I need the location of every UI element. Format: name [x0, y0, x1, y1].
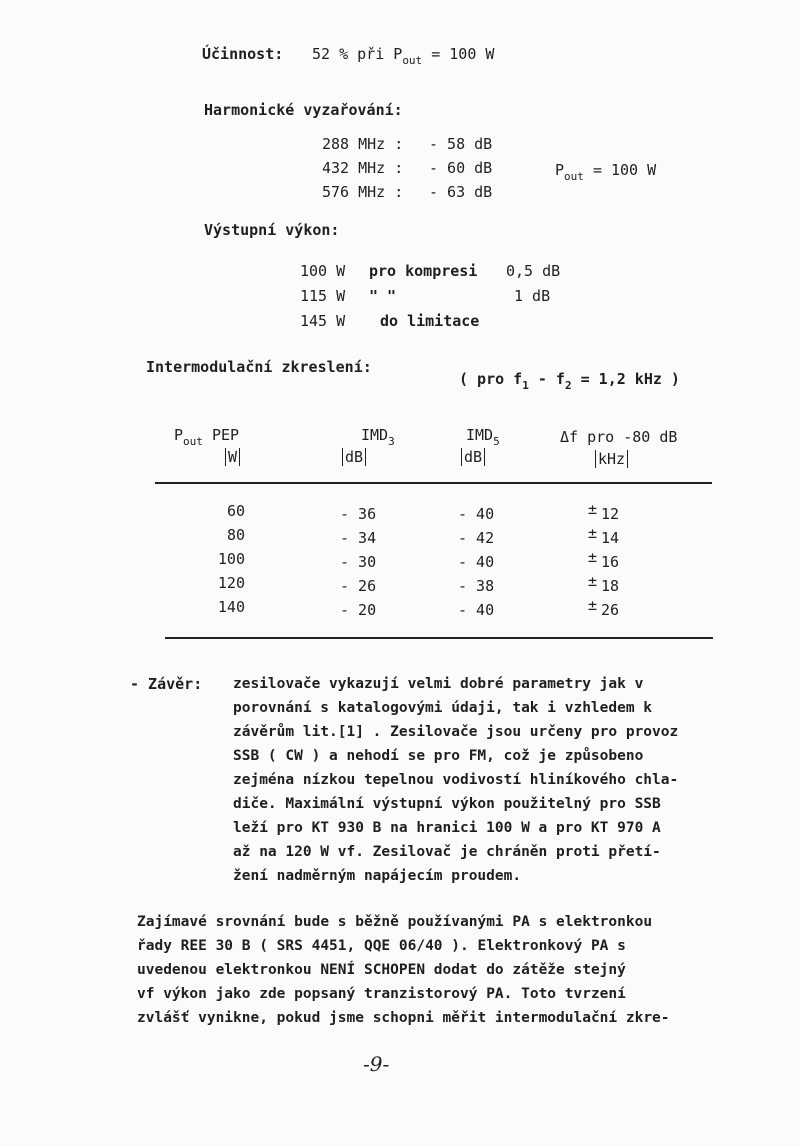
plus-minus-icon: ±	[588, 596, 598, 614]
harmonics-condition	[555, 161, 656, 183]
cell-pout: 140	[217, 598, 245, 616]
output-power-db: 0,5 dB	[506, 262, 561, 280]
output-power-desc: " "	[369, 287, 397, 305]
paragraph-line: vf výkon jako zde popsaný tranzistorový PA. Toto tvrzení	[137, 986, 626, 1002]
imd-condition	[459, 370, 680, 392]
header-pout-sub: out	[183, 435, 203, 448]
paragraph-line: zesilovače vykazují velmi dobré parametry jak v	[233, 676, 644, 692]
plus-minus-icon: ±	[588, 500, 598, 518]
harmonic-freq: 576 MHz :	[322, 183, 404, 201]
output-power-value: 115 W	[300, 287, 346, 305]
paragraph-line: uvedenou elektronkou NENÍ SCHOPEN dodat do zátěže stejný	[137, 962, 626, 978]
cell-imd5: - 38	[458, 577, 495, 595]
header-pout-p: P	[174, 426, 184, 444]
cell-pout: 80	[226, 526, 245, 544]
header-imd3-sub: 3	[388, 435, 395, 448]
cell-imd3: - 26	[340, 577, 377, 595]
header-imd5-unit-text: dB	[461, 448, 485, 466]
cell-imd5: - 42	[458, 529, 495, 547]
paragraph-line: SSB ( CW ) a nehodí se pro FM, což je způsobeno	[233, 748, 644, 764]
plus-minus-icon: ±	[588, 548, 598, 566]
harm-cond-value: = 100 W	[592, 161, 657, 179]
paragraph-line: zejména nízkou tepelnou vodivostí hliníkového chla-	[233, 772, 679, 788]
cell-delta: 26	[601, 601, 620, 619]
cell-delta: 12	[601, 505, 620, 523]
header-imd3-unit-text: dB	[342, 448, 366, 466]
output-power-desc: do limitace	[380, 312, 480, 330]
cell-pout: 60	[226, 502, 245, 520]
table-bottom-rule	[165, 637, 713, 639]
header-imd3	[361, 426, 395, 448]
imd-cond-sub1: 1	[522, 379, 529, 392]
cell-delta: 14	[601, 529, 620, 547]
page-number: -9-	[363, 1052, 390, 1076]
header-imd5	[466, 426, 500, 448]
efficiency-label: Účinnost:	[202, 45, 284, 63]
output-power-value: 100 W	[300, 262, 346, 280]
header-delta: Δf pro -80 dB	[560, 428, 678, 446]
paragraph-line: leží pro KT 930 B na hranici 100 W a pro KT 970 A	[233, 820, 661, 836]
harm-cond-p: P	[555, 161, 565, 179]
cell-pout: 120	[217, 574, 245, 592]
harmonic-value: - 60 dB	[429, 159, 493, 177]
cell-pout: 100	[217, 550, 245, 568]
cell-delta: 16	[601, 553, 620, 571]
imd-heading: Intermodulační zkreslení:	[146, 358, 372, 376]
harmonics-heading: Harmonické vyzařování:	[204, 101, 403, 119]
cell-imd3: - 34	[340, 529, 377, 547]
paragraph-line: až na 120 W vf. Zesilovač je chráněn proti přetí-	[233, 844, 661, 860]
imd-cond-a: ( pro f	[459, 370, 523, 388]
cell-delta: 18	[601, 577, 620, 595]
cell-imd5: - 40	[458, 505, 495, 523]
conclusion-paragraph	[233, 672, 678, 888]
header-imd3-text: IMD	[361, 426, 389, 444]
efficiency-value	[312, 45, 494, 67]
paragraph-line: žení nadměrným napájecím proudem.	[233, 868, 522, 884]
output-power-heading: Výstupní výkon:	[204, 221, 340, 239]
output-power-desc: pro kompresi	[369, 262, 478, 280]
output-power-db: 1 dB	[514, 287, 551, 305]
cell-imd3: - 20	[340, 601, 377, 619]
header-pout-pep: PEP	[211, 426, 240, 444]
harmonic-freq: 432 MHz :	[322, 159, 404, 177]
cell-imd5: - 40	[458, 553, 495, 571]
plus-minus-icon: ±	[588, 524, 598, 542]
header-pout-unit-text: W	[225, 448, 240, 466]
cell-imd5: - 40	[458, 601, 495, 619]
plus-minus-icon: ±	[588, 572, 598, 590]
paragraph-line: řady REE 30 B ( SRS 4451, QQE 06/40 ). Elektronkový PA s	[137, 938, 626, 954]
paragraph-line: porovnání s katalogovými údaji, tak i vzhledem k	[233, 700, 653, 716]
efficiency-text: 52 % při P	[312, 45, 403, 63]
header-delta-unit	[595, 450, 628, 468]
comparison-paragraph	[137, 910, 670, 1030]
header-pout	[174, 426, 239, 448]
conclusion-label: - Závěr:	[130, 675, 203, 693]
efficiency-after: = 100 W	[431, 45, 495, 63]
harmonic-freq: 288 MHz :	[322, 135, 404, 153]
harmonic-value: - 58 dB	[429, 135, 493, 153]
cell-imd3: - 30	[340, 553, 377, 571]
paragraph-line: závěrům lit.[1] . Zesilovače jsou určeny pro provoz	[233, 724, 679, 740]
imd-cond-c: = 1,2 kHz )	[580, 370, 680, 388]
header-imd5-unit	[461, 448, 485, 466]
header-imd5-sub: 5	[493, 435, 500, 448]
header-imd3-unit	[342, 448, 366, 466]
paragraph-line: zvlášť vynikne, pokud jsme schopni měřit intermodulační zkre-	[137, 1010, 670, 1026]
imd-cond-sub2: 2	[564, 379, 572, 392]
harmonic-value: - 63 dB	[429, 183, 493, 201]
header-pout-unit	[225, 448, 240, 466]
efficiency-sub: out	[402, 54, 423, 67]
paragraph-line: Zajímavé srovnání bude s běžně používanými PA s elektronkou	[137, 914, 653, 930]
cell-imd3: - 36	[340, 505, 377, 523]
output-power-value: 145 W	[300, 312, 346, 330]
header-imd5-text: IMD	[466, 426, 494, 444]
table-top-rule	[155, 482, 712, 484]
harm-cond-sub: out	[564, 170, 584, 183]
imd-cond-b: - f	[537, 370, 565, 388]
header-delta-unit-text: kHz	[595, 450, 628, 468]
paragraph-line: diče. Maximální výstupní výkon použitelný pro SSB	[233, 796, 661, 812]
